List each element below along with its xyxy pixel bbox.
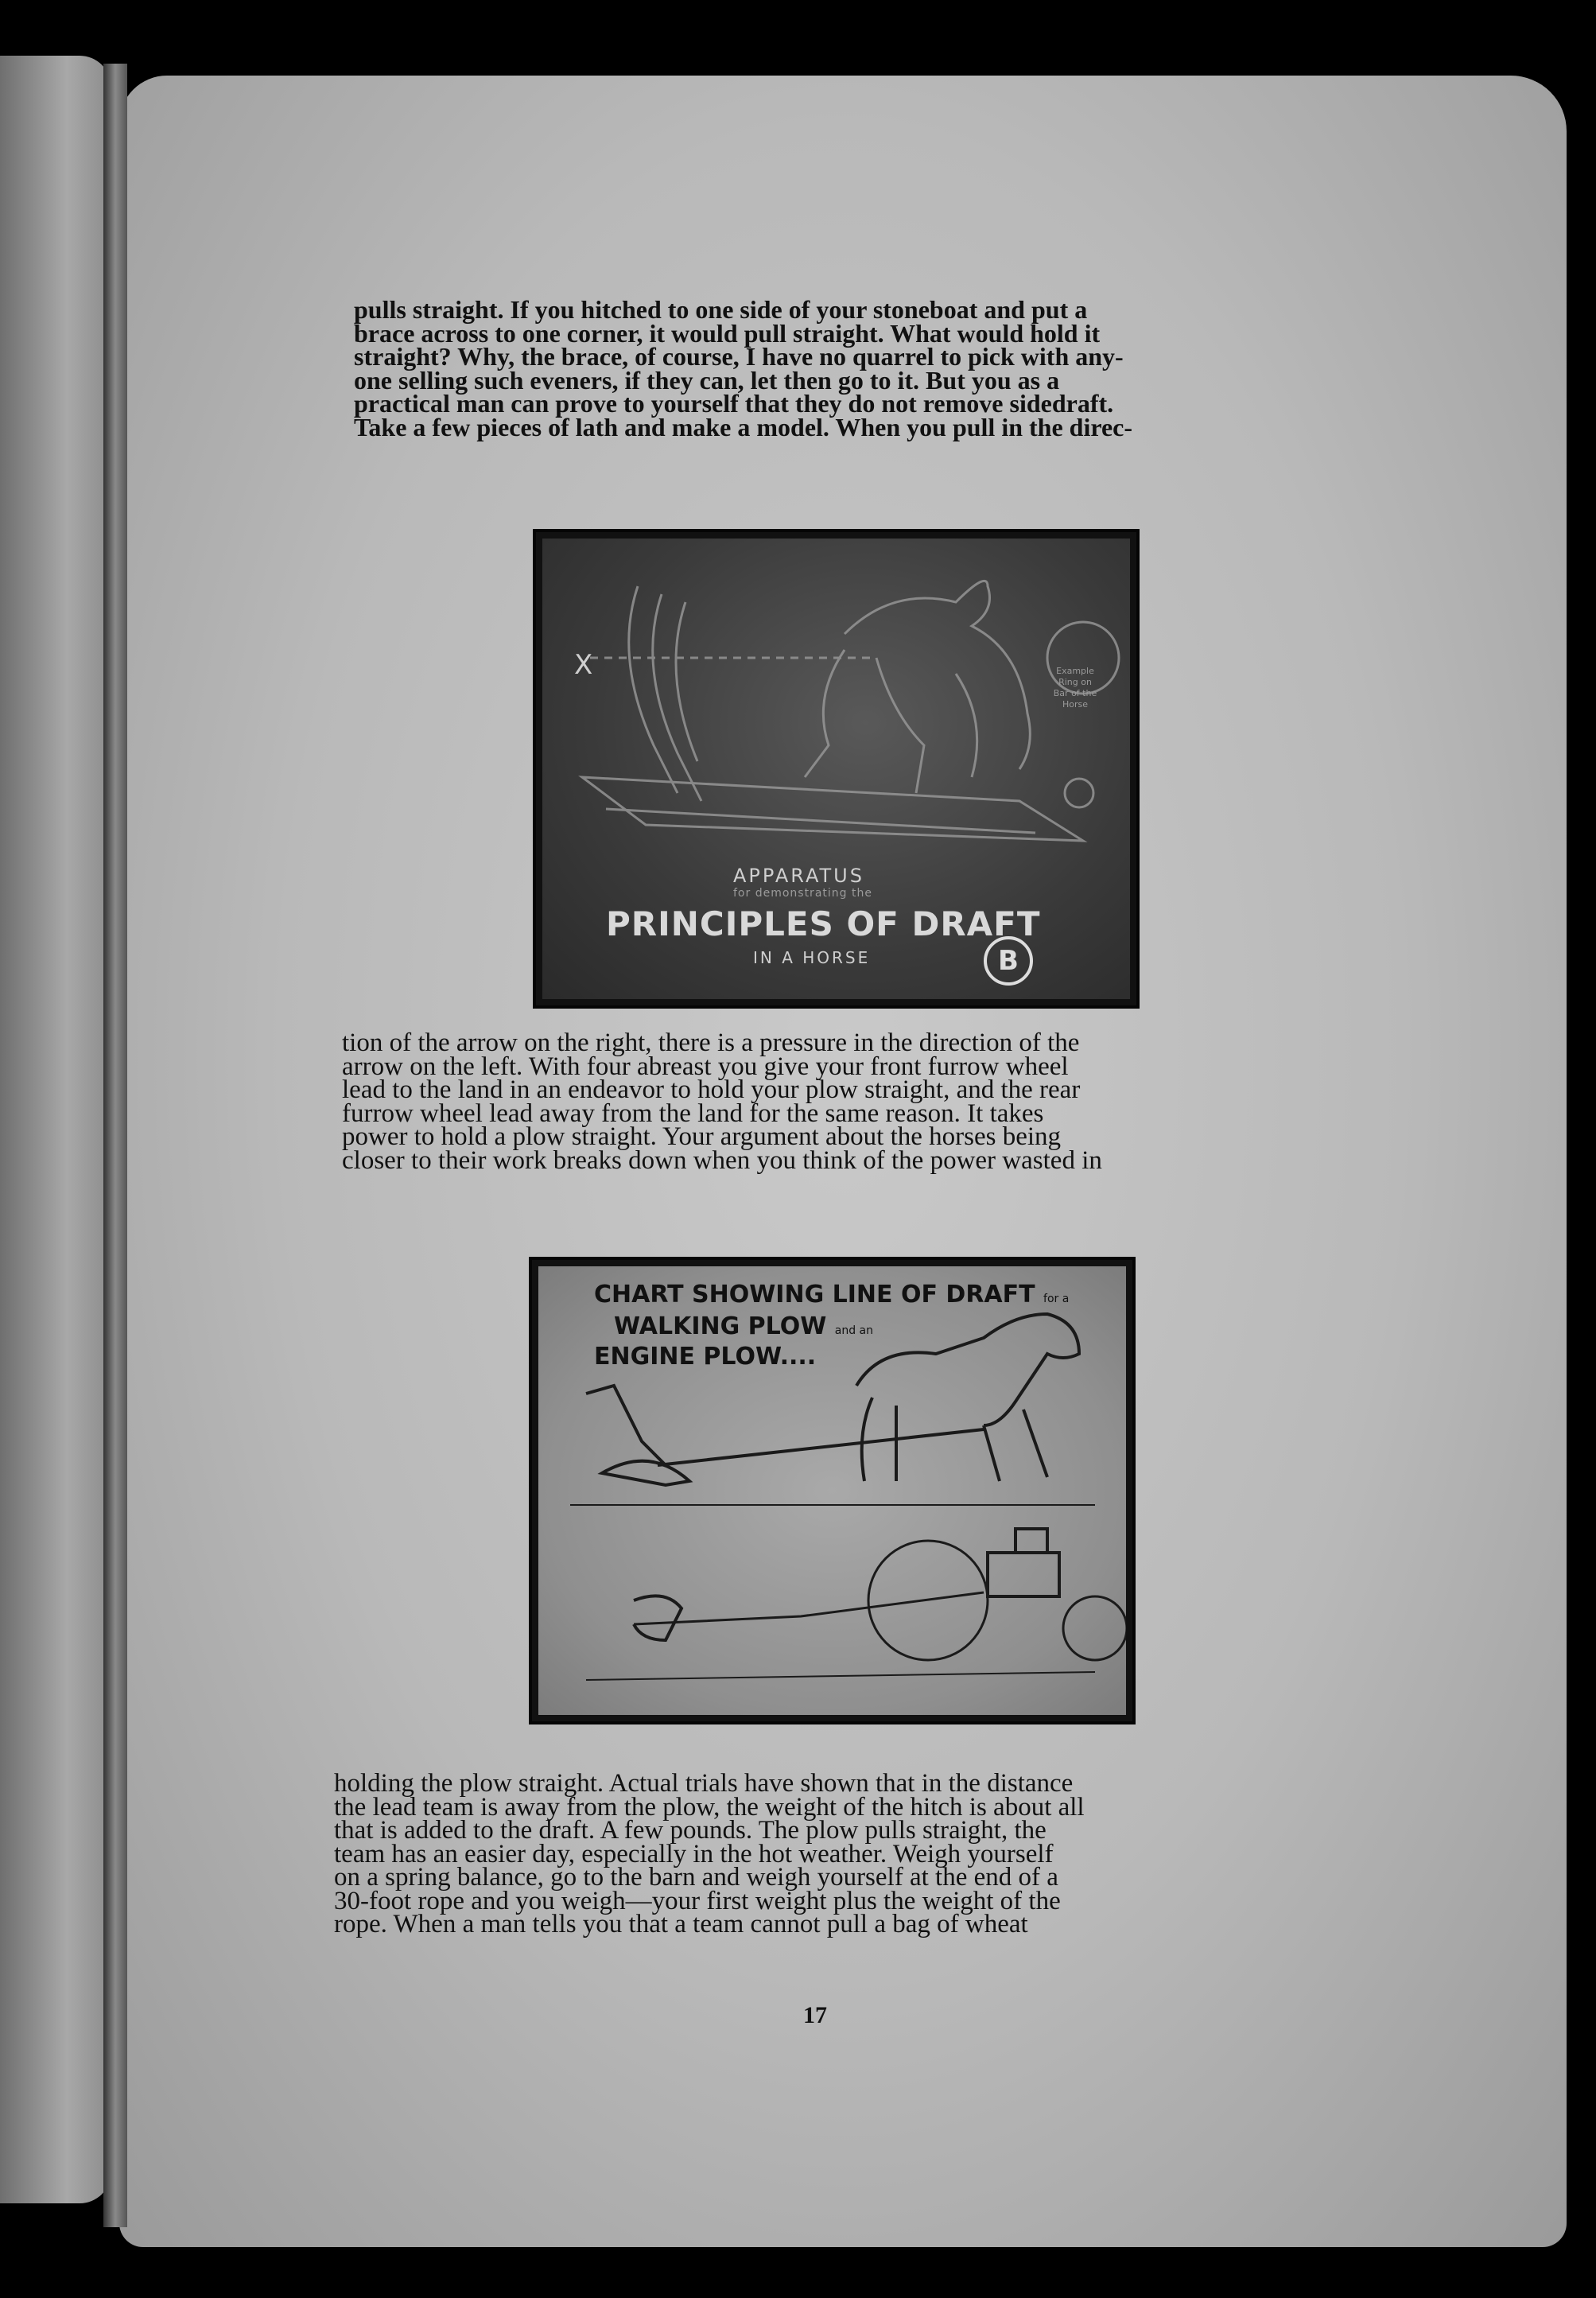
figure-caption-title: PRINCIPLES OF DRAFT	[606, 904, 1041, 943]
text-line: pulls straight. If you hitched to one side of your stoneboat and put a	[354, 295, 1088, 324]
text-line: on a spring balance, go to the barn and weigh yourself at the end of a	[334, 1863, 1058, 1892]
text-line: arrow on the left. With four abreast you give your front furrow wheel	[342, 1052, 1069, 1081]
side-note: Example Ring on Bar of the Horse	[1053, 666, 1097, 710]
text-line: tion of the arrow on the right, there is a pressure in the direction of the	[342, 1028, 1080, 1057]
figure-caption-apparatus: APPARATUS	[733, 865, 864, 887]
chart-title-small: and an	[834, 1324, 873, 1337]
text-line: Take a few pieces of lath and make a model. When you pull in the direc-	[354, 412, 1133, 441]
figure-line-of-draft-chart	[529, 1257, 1136, 1724]
paragraph-middle	[342, 1028, 1324, 1175]
text-line: 30-foot rope and you weigh—your first weight plus the weight of the	[334, 1886, 1061, 1915]
figure-badge: B	[984, 936, 1033, 986]
text-line: brace across to one corner, it would pull straight. What would hold it	[354, 318, 1101, 348]
facing-page-edge	[0, 56, 111, 2203]
chart-title-line2	[614, 1312, 873, 1340]
paragraph-bottom	[334, 1769, 1320, 1938]
text-line: straight? Why, the brace, of course, I have no quarrel to pick with any-	[354, 342, 1124, 371]
chart-title-line3: ENGINE PLOW....	[594, 1343, 817, 1371]
text-line: furrow wheel lead away from the land for the same reason. It takes	[342, 1098, 1044, 1128]
paragraph-top	[354, 295, 1356, 441]
book-spine	[103, 64, 127, 2227]
chart-title-text: CHART SHOWING LINE OF DRAFT	[594, 1281, 1035, 1308]
chart-title-line1	[594, 1281, 1069, 1308]
svg-text:X: X	[574, 649, 593, 681]
chart-title-text: WALKING PLOW	[614, 1312, 827, 1340]
page-number: 17	[803, 2002, 827, 2028]
text-line: lead to the land in an endeavor to hold your plow straight, and the rear	[342, 1075, 1081, 1104]
text-line: closer to their work breaks down when you think of the power wasted in	[342, 1145, 1102, 1175]
text-line: that is added to the draft. A few pounds. The plow pulls straight, the	[334, 1816, 1047, 1845]
chart-title-small: for a	[1043, 1293, 1070, 1305]
text-line: practical man can prove to yourself that they do not remove sidedraft.	[354, 389, 1114, 418]
text-line: the lead team is away from the plow, the weight of the hitch is about all	[334, 1792, 1085, 1822]
figure-photo	[538, 1266, 1126, 1715]
figure-caption-subtitle: for demonstrating the	[733, 887, 872, 900]
text-line: one selling such eveners, if they can, let then go to it. But you as a	[354, 365, 1060, 395]
figure-photo	[542, 539, 1130, 999]
text-line: team has an easier day, especially in the hot weather. Weigh yourself	[334, 1839, 1054, 1868]
text-line: holding the plow straight. Actual trials have shown that in the distance	[334, 1769, 1074, 1798]
text-line: rope. When a man tells you that a team cannot pull a bag of wheat	[334, 1910, 1028, 1938]
text-line: power to hold a plow straight. Your argument about the horses being	[342, 1122, 1062, 1151]
figure-caption-horse: IN A HORSE	[753, 948, 871, 967]
figure-principles-of-draft	[533, 529, 1140, 1009]
